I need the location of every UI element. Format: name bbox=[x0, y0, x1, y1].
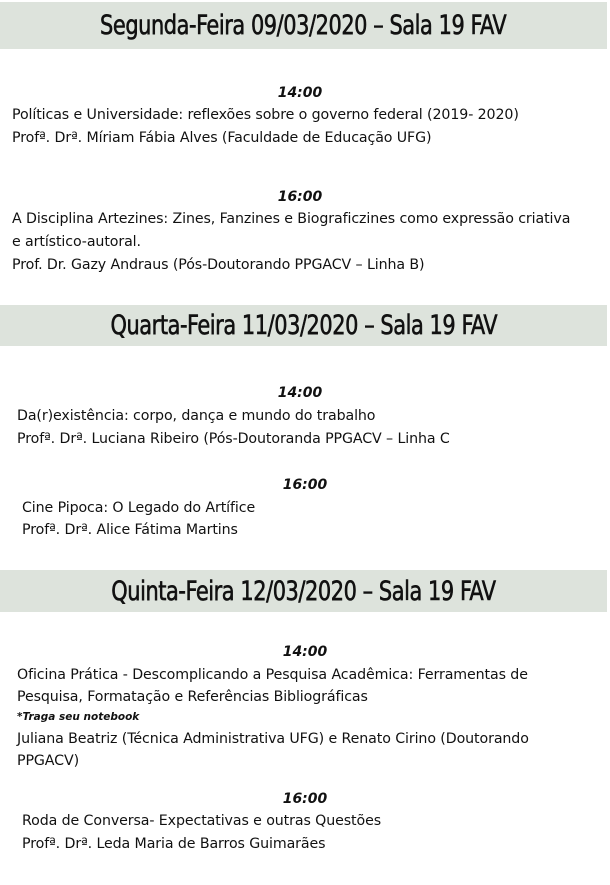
day-header-thursday bbox=[0, 570, 607, 612]
session-time: 14:00 bbox=[282, 644, 328, 660]
session-title: Da(r)existência: corpo, dança e mundo do trabalho bbox=[17, 408, 376, 424]
session-title: A Disciplina Artezines: Zines, Fanzines e Biograficzines como expressão criativa bbox=[12, 211, 571, 227]
session-speaker: Profª. Drª. Míriam Fábia Alves (Faculdade de Educação UFG) bbox=[12, 130, 432, 146]
session-title: e artístico-autoral. bbox=[12, 234, 141, 250]
session-title: Roda de Conversa- Expectativas e outras Questões bbox=[22, 813, 381, 829]
session-title: Políticas e Universidade: reflexões sobre o governo federal (2019- 2020) bbox=[12, 107, 519, 123]
session-note: *Traga seu notebook bbox=[17, 711, 140, 723]
session-time: 14:00 bbox=[277, 85, 323, 101]
day-header-title: Segunda-Feira 09/03/2020 – Sala 19 FAV bbox=[100, 10, 507, 41]
day-header-monday bbox=[0, 2, 607, 49]
day-header-title: Quinta-Feira 12/03/2020 – Sala 19 FAV bbox=[111, 575, 496, 607]
session-speaker: Prof. Dr. Gazy Andraus (Pós-Doutorando PPGACV – Linha B) bbox=[12, 257, 425, 273]
session-title: Cine Pipoca: O Legado do Artífice bbox=[22, 500, 256, 516]
day-header-title: Quarta-Feira 11/03/2020 – Sala 19 FAV bbox=[110, 310, 497, 341]
session-time: 14:00 bbox=[277, 385, 323, 401]
session-time: 16:00 bbox=[282, 477, 328, 493]
session-title: Pesquisa, Formatação e Referências Bibliográficas bbox=[17, 689, 368, 705]
session-time: 16:00 bbox=[277, 189, 323, 205]
session-speaker: PPGACV) bbox=[17, 753, 80, 769]
session-speaker: Profª. Drª. Leda Maria de Barros Guimarães bbox=[22, 836, 326, 852]
session-speaker: Juliana Beatriz (Técnica Administrativa UFG) e Renato Cirino (Doutorando bbox=[17, 731, 529, 747]
session-speaker: Profª. Drª. Luciana Ribeiro (Pós-Doutoranda PPGACV – Linha C bbox=[17, 431, 450, 447]
session-speaker: Profª. Drª. Alice Fátima Martins bbox=[22, 522, 238, 538]
session-title: Oficina Prática - Descomplicando a Pesquisa Acadêmica: Ferramentas de bbox=[17, 667, 528, 683]
session-time: 16:00 bbox=[282, 791, 328, 807]
day-header-wednesday bbox=[0, 305, 607, 346]
